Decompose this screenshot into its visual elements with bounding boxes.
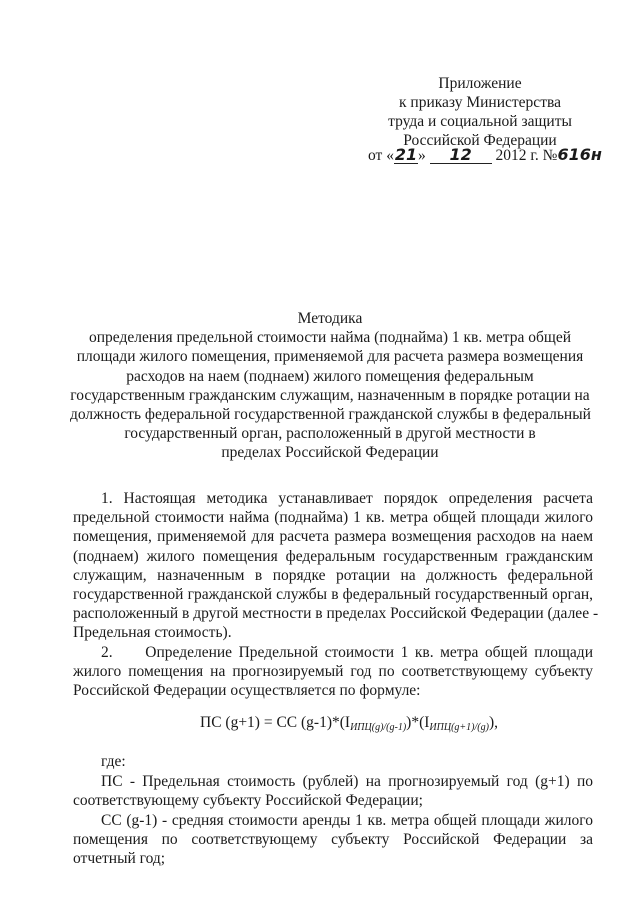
definition-cc	[73, 811, 593, 869]
definition-line: ПС - Предельная стоимость (рублей) на прогнозируемый год (g+1) по	[101, 773, 593, 790]
title-heading: Методика	[297, 310, 363, 327]
formula	[200, 714, 498, 733]
definition-line: соответствующему субъекту Российской Федерации;	[73, 792, 423, 810]
title-line: должность федеральной государственной гражданской службы в федеральный	[70, 406, 591, 424]
definition-line: СС (g-1) - средняя стоимости аренды 1 кв. метра общей площади жилого	[101, 812, 593, 829]
formula-subscript-1: ИПЦ(g)/(g-1)	[350, 722, 407, 733]
attachment-line: труда и социальной защиты	[388, 113, 572, 130]
paragraph-line: (поднаем) жилого помещения федеральным государственным гражданским	[73, 547, 593, 565]
order-reference	[368, 145, 602, 165]
where-label: где:	[101, 753, 126, 770]
title-line: определения предельной стоимости найма (поднайма) 1 кв. метра общей	[89, 329, 571, 347]
formula-subscript-2: ИПЦ(g+1)/(g)	[429, 722, 489, 733]
paragraph-line: государственной гражданской службы в федеральный государственный орган,	[73, 586, 593, 604]
title-line: государственный орган, расположенный в другой местности в	[124, 425, 536, 443]
paragraph-line: 2. Определение Предельной стоимости 1 кв. метра общей площади	[101, 644, 593, 661]
definition-line: помещения по соответствующему субъекту Российской Федерации за	[73, 831, 593, 849]
attachment-line: Российской Федерации	[403, 132, 557, 149]
paragraph-line: служащим, назначенным в порядке ротации на должность федеральной	[73, 566, 593, 584]
attachment-header	[360, 74, 600, 150]
paragraph-line: жилого помещения на прогнозируемый год по соответствующему субъекту	[73, 663, 593, 681]
order-prefix: от «	[368, 147, 394, 164]
paragraph-line: предельной стоимости найма (поднайма) 1 кв. метра общей площади жилого	[73, 509, 593, 527]
paragraph-1	[73, 489, 599, 643]
definition-line: отчетный год;	[73, 850, 166, 868]
paragraph-2	[73, 643, 593, 701]
document-title	[70, 309, 590, 463]
title-line: государственным гражданским служащим, назначенным в порядке ротации на	[70, 386, 590, 404]
order-month-handwritten: 12	[449, 145, 472, 164]
formula-mid: )*(I	[406, 714, 430, 731]
order-mid: »	[417, 147, 426, 164]
attachment-line: Приложение	[438, 75, 522, 92]
attachment-line: к приказу Министерства	[399, 94, 561, 111]
formula-lhs: ПС (g+1) = СС (g-1)*(I	[200, 714, 351, 731]
paragraph-line: расположенный в другой местности в пределах Российской Федерации (далее -	[73, 605, 599, 623]
order-year: 2012 г. №	[495, 147, 558, 164]
order-number-handwritten: 616н	[557, 145, 602, 164]
title-line: пределах Российской Федерации	[221, 444, 439, 462]
title-line: площади жилого помещения, применяемой для расчета размера возмещения	[76, 348, 584, 366]
formula-end: ),	[488, 714, 498, 731]
paragraph-line: Предельная стоимость).	[73, 624, 232, 642]
paragraph-line: 1. Настоящая методика устанавливает порядок определения расчета	[101, 490, 593, 507]
order-day-handwritten: 21	[394, 145, 418, 164]
paragraph-line: помещения, применяемой для расчета размера возмещения расходов на наем	[73, 528, 593, 546]
paragraph-line: Российской Федерации осуществляется по формуле:	[73, 682, 421, 700]
title-line: расходов на наем (поднаем) жилого помещения федеральным	[126, 367, 534, 385]
definition-ps	[73, 772, 593, 810]
